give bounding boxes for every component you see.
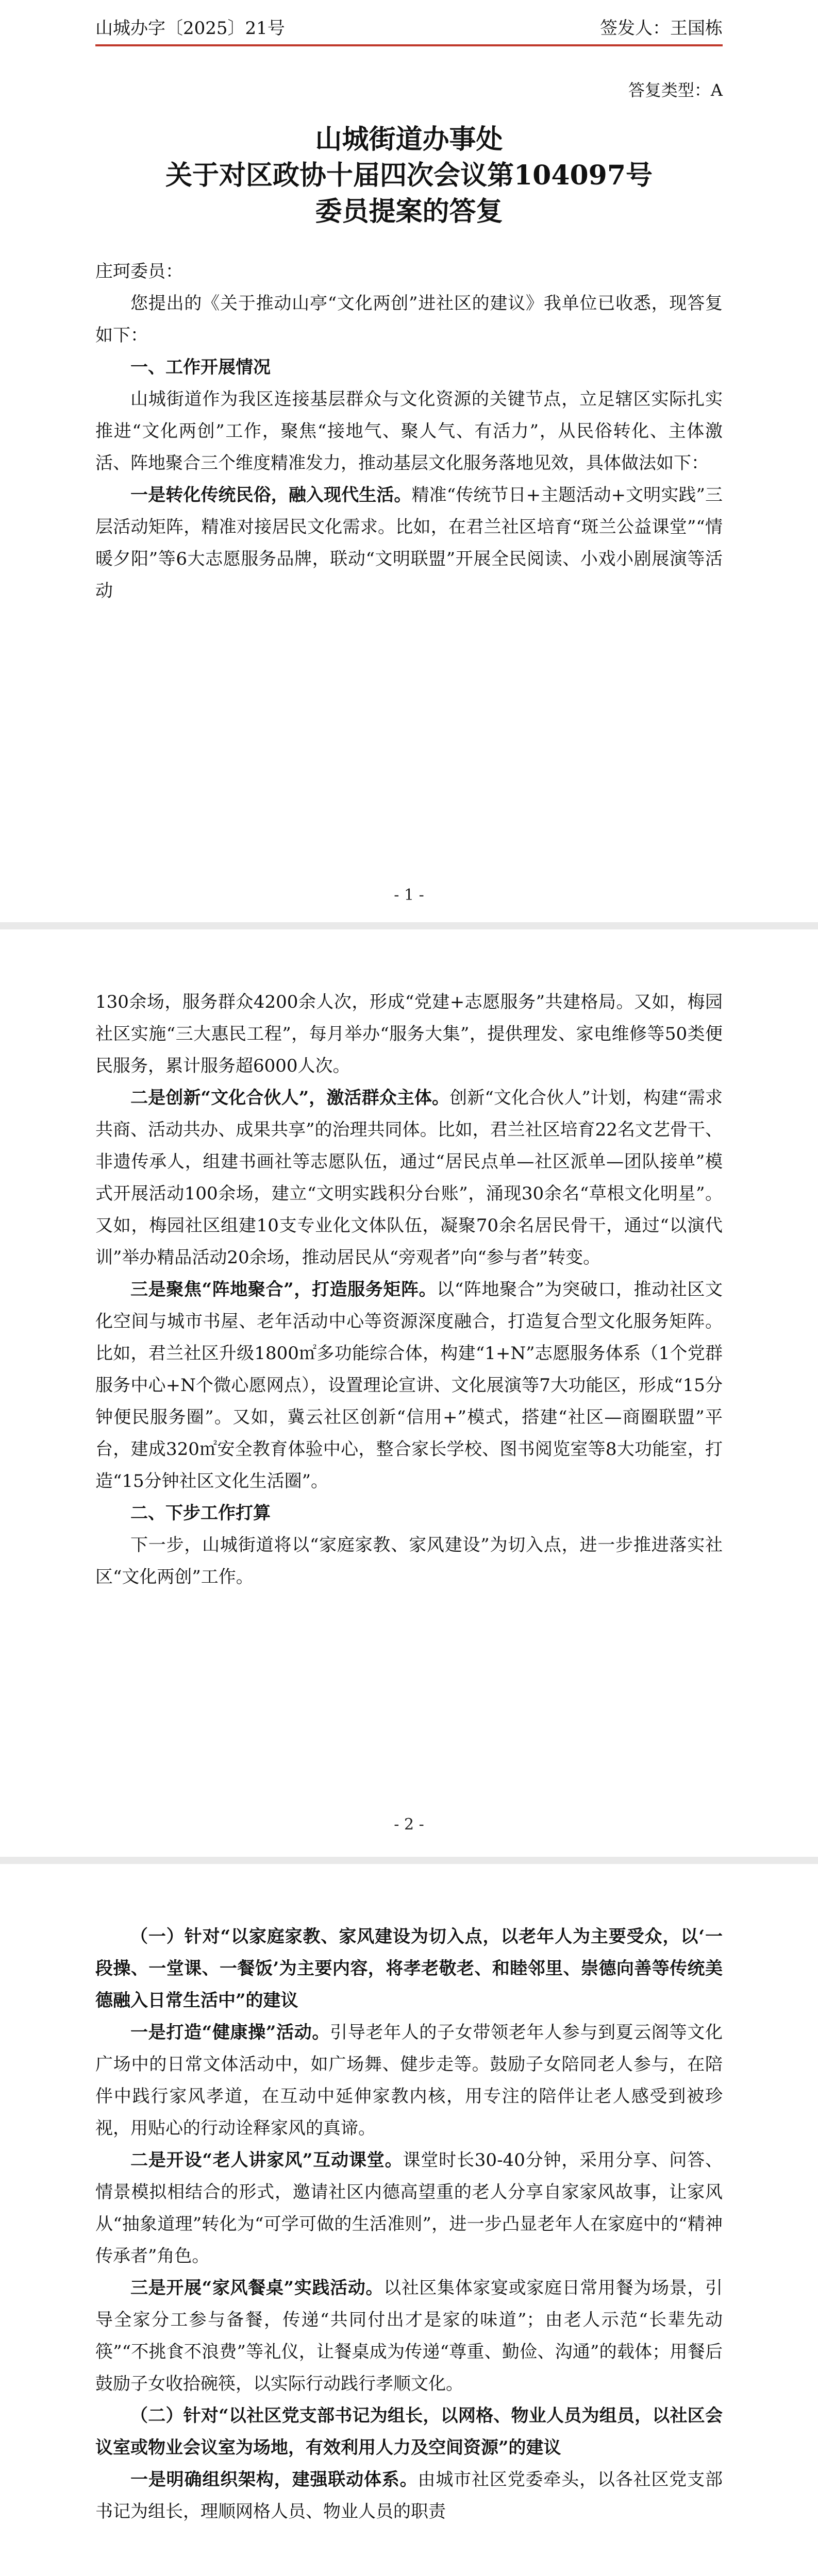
page-2 [0,929,818,1857]
paragraph [95,1274,723,1497]
title-line: 山城街道办事处 [315,124,503,155]
section-heading: 二、下步工作打算 [130,1503,271,1523]
page-separator [0,922,818,929]
section-heading: 一、工作开展情况 [130,357,271,378]
paragraph-body: 以“阵地聚合”为突破口，推动社区文化空间与城市书屋、老年活动中心等资源深度融合，打造复合型文化服务矩阵。比如，君兰社区升级1800㎡多功能综合体，构建“1+N”志愿服务体系（1个党群服务中心+N个微心愿网点），设置理论宣讲、文化展演等7大功能区，形成“15分钟便民服务圈”。又如，冀云社区创新“信用+”模式，搭建“社区—商圈联盟”平台，建成320㎡安全教育体验中心，整合家长学校、图书阅览室等8大功能室，打造“15分钟社区文化生活圈”。 [95,1279,723,1492]
paragraph-lead: 三是开展“家风餐桌”实践活动。 [130,2278,384,2298]
paragraph-lead: 一是明确组织架构，建强联动体系。 [130,2469,418,2490]
page-number: - 1 - [394,886,424,904]
paragraph [95,2016,723,2144]
document-header [95,15,723,41]
paragraph [95,479,723,607]
paragraph-lead: 二是开设“老人讲家风”互动课堂。 [130,2150,403,2171]
reply-type: 答复类型：A [628,80,723,100]
page-number: - 2 - [394,1816,424,1834]
proposal-item: （一）针对“以家庭家教、家风建设为切入点，以老年人为主要受众，以‘一段操、一堂课、一餐饭’为主要内容，将孝老敬老、和睦邻里、崇德向善等传统美德融入日常生活中”的建议 [95,1926,723,2011]
title-line: 关于对区政协十届四次会议第104097号 [165,160,653,191]
section-intro: 山城街道作为我区连接基层群众与文化资源的关键节点，立足辖区实际扎实推进“文化两创”工作，聚焦“接地气、聚人气、有活力”，从民俗转化、主体激活、阵地聚合三个维度精准发力，推动基层文化服务落地见效，具体做法如下： [95,389,723,473]
proposal-item: （二）针对“以社区党支部书记为组长，以网格、物业人员为组员，以社区会议室或物业会议室为场地，有效利用人力及空间资源”的建议 [95,2405,723,2458]
paragraph-body: 创新“文化合伙人”计划，构建“需求共商、活动共办、成果共享”的治理共同体。比如，君兰社区培育22名文艺骨干、非遗传承人，组建书画社等志愿队伍，通过“居民点单—社区派单—团队接单”模式开展活动100余场，建立“文明实践积分台账”，涌现30余名“草根文化明星”。又如，梅园社区组建10支专业化文体队伍，凝聚70余名居民骨干，通过“以演代训”举办精品活动20余场，推动居民从“旁观者”向“参与者”转变。 [95,1088,723,1268]
paragraph-lead: 三是聚焦“阵地聚合”，打造服务矩阵。 [130,1279,437,1300]
paragraph-body: 精准“传统节日+主题活动+文明实践”三层活动矩阵，精准对接居民文化需求。比如，在君兰社区培育“斑兰公益课堂”“情暖夕阳”等6大志愿服务品牌，联动“文明联盟”开展全民阅读、小戏小剧展演等活动 [95,485,723,601]
paragraph [95,1082,723,1274]
page-1 [0,0,818,922]
doc-number: 山城办字〔2025〕21号 [95,18,285,39]
paragraph-lead: 一是转化传统民俗，融入现代生活。 [130,485,412,505]
signer: 签发人：王国栋 [600,18,723,39]
paragraph [95,2464,723,2528]
header-rule [95,44,723,46]
paragraph-body: 以社区集体家宴或家庭日常用餐为场景，引导全家分工参与备餐，传递“共同付出才是家的味道”；由老人示范“长辈先动筷”“不挑食不浪费”等礼仪，让餐桌成为传递“尊重、勤俭、沟通”的载体；用餐后鼓励子女收拾碗筷，以实际行动践行孝顺文化。 [95,2278,723,2394]
title-line: 委员提案的答复 [315,196,503,227]
paragraph-body: 课堂时长30-40分钟，采用分享、问答、情景模拟相结合的形式，邀请社区内德高望重的老人分享自家家风故事，让家风从“抽象道理”转化为“可学可做的生活准则”，进一步凸显老年人在家庭中的“精神传承者”角色。 [95,2150,723,2266]
paragraph [95,2272,723,2400]
intro-paragraph: 您提出的《关于推动山亭“文化两创”进社区的建议》我单位已收悉，现答复如下： [95,293,723,346]
paragraph-lead: 二是创新“文化合伙人”，激活群众主体。 [130,1088,450,1108]
paragraph [95,2144,723,2272]
salutation: 庄珂委员： [95,261,183,282]
paragraph-body: 引导老年人的子女带领老年人参与到夏云阁等文化广场中的日常文体活动中，如广场舞、健步走等。鼓励子女陪同老人参与，在陪伴中践行家风孝道，在互动中延伸家教内核，用专注的陪伴让老人感受到被珍视，用贴心的行动诠释家风的真谛。 [95,2022,723,2139]
paragraph-body: 由城市社区党委牵头，以各社区党支部书记为组长，理顺网格人员、物业人员的职责 [95,2469,723,2522]
document-title [95,122,723,230]
page-separator [0,1857,818,1864]
section-intro: 下一步，山城街道将以“家庭家教、家风建设”为切入点，进一步推进落实社区“文化两创”工作。 [95,1535,723,1587]
page-3 [0,1864,818,2576]
paragraph-continued: 130余场，服务群众4200余人次，形成“党建+志愿服务”共建格局。又如，梅园社区实施“三大惠民工程”，每月举办“服务大集”，提供理发、家电维修等50类便民服务，累计服务超6000人次。 [95,992,723,1076]
paragraph-lead: 一是打造“健康操”活动。 [130,2022,330,2043]
